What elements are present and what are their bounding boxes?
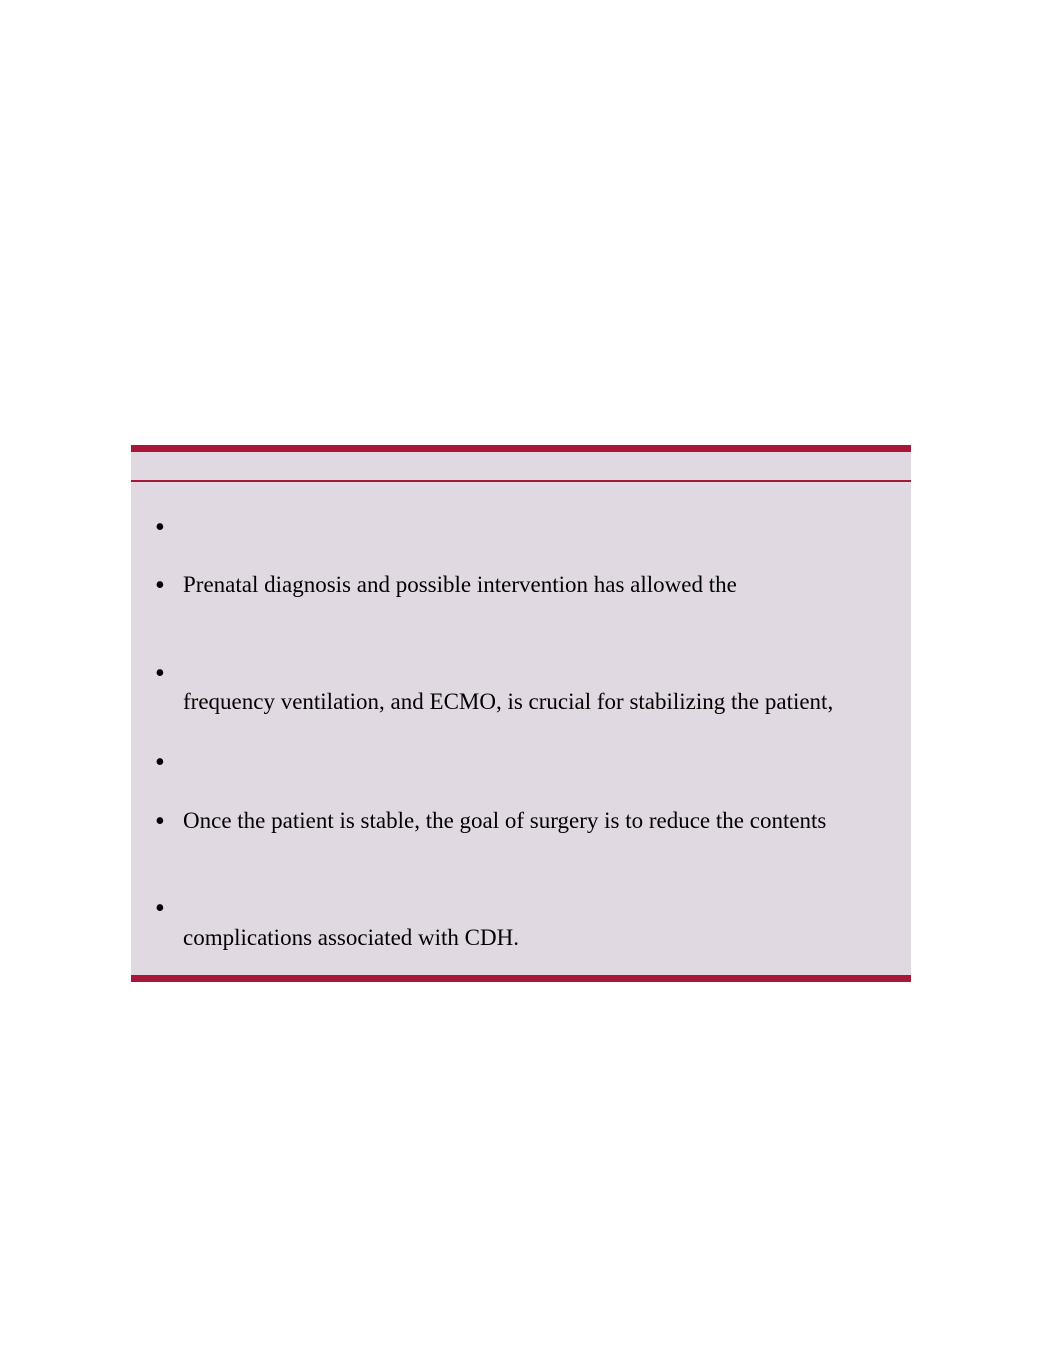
list-item: frequency ventilation, and ECMO, is crucial for stabilizing the patient, (183, 689, 834, 714)
bullet-icon: • (155, 806, 165, 837)
bullet-icon: • (155, 512, 165, 543)
key-points-box (131, 445, 911, 982)
key-points-header (131, 452, 911, 480)
list-item: complications associated with CDH. (183, 925, 519, 950)
bullet-icon: • (155, 747, 165, 778)
header-divider (131, 480, 911, 482)
list-item: Once the patient is stable, the goal of surgery is to reduce the contents (183, 808, 827, 833)
bullet-icon: • (155, 658, 165, 689)
bullet-icon: • (155, 570, 165, 601)
list-item: Prenatal diagnosis and possible intervention has allowed the (183, 572, 737, 597)
bullet-icon: • (155, 893, 165, 924)
